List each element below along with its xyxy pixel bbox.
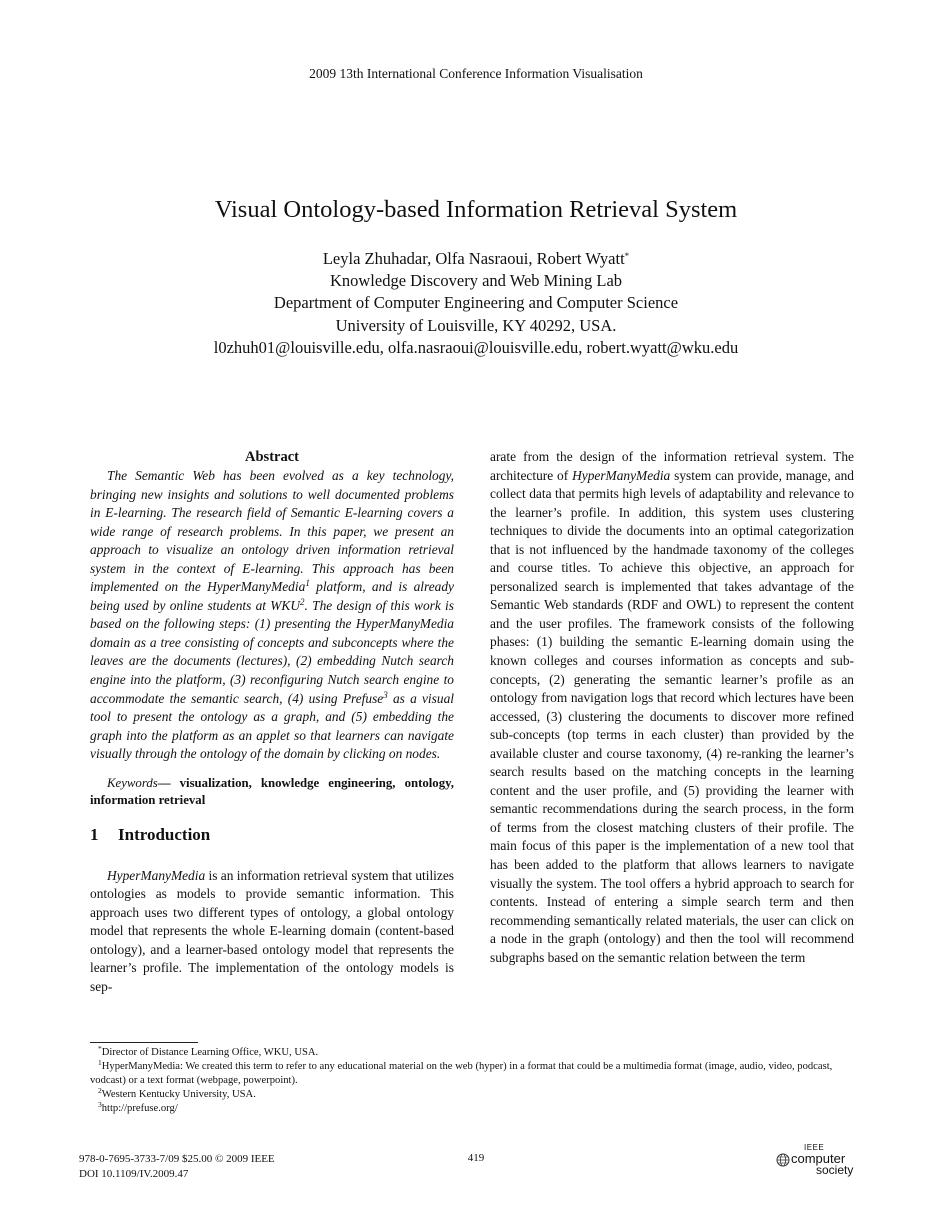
- author-lab: Knowledge Discovery and Web Mining Lab: [329, 271, 623, 291]
- keywords-text: visualization, knowledge engineering, ontology, information retrieval: [90, 775, 455, 807]
- author-footnote-mark: *: [624, 251, 630, 261]
- section-heading-introduction: 1 Introduction: [90, 824, 211, 844]
- introduction-text: HyperManyMedia is an information retrieval system that utilizes ontologies as models to provide semantic information. This approach uses two different types of ontology, a global ontology model that represents the whole E-learning domain (content-based ontology), and a learner-based ontology model that represents the learner’s profile. The implementation of the ontology models is sep-: [90, 867, 454, 995]
- doi-line: DOI 10.1109/IV.2009.47: [79, 1168, 189, 1180]
- ieee-computer-society-logo-icon: [776, 1144, 866, 1180]
- left-column: [90, 448, 454, 997]
- author-names: [0, 248, 952, 270]
- logo-ieee-text: IEEE: [804, 1143, 825, 1152]
- footnote-ref-3: 3: [383, 689, 388, 700]
- right-column: [490, 448, 854, 967]
- author-department: Department of Computer Engineering and Computer Science: [273, 293, 679, 313]
- logo-computer-text: computer: [791, 1151, 846, 1166]
- footnotes: [90, 1046, 856, 1116]
- footnote: $^2$Western Kentucky University, USA.: [98, 1086, 256, 1100]
- footnote: $^1$HyperManyMedia: We created this term to refer to any educational material on the web (hyper) in a format that could be a multimedia format (image, audio, video, podcast, vodcast) or a text format (webpage, powerpoint).: [90, 1058, 833, 1086]
- footnote-ref-1: 1: [305, 578, 310, 589]
- abstract-text: The Semantic Web has been evolved as a key technology, bringing new insights and solutions to well documented problems in E-learning. The research field of Semantic E-learning covers a wide range of research problems. In this paper, we present an approach to visualize an ontology driven information retrieval system in the context of E-learning. This approach has been implemented on the HyperManyMedia$^1$ platform, and is already being used by online students at WKU$^2$. The design of this work is based on the following steps: (1) presenting the HyperManyMedia domain as a tree consisting of concepts and subconcepts where the leaves are the documents (lectures), (2) embedding Nutch search engine into the platform, (3) reconfiguring Nutch search engine to accommodate the semantic search, (4) using Prefuse$^3$ as a visual tool to present the ontology as a graph, and (5) embedding the graph into the platform as an applet so that learners can navigate visually through the ontology of the domain by clicking on nodes.: [90, 468, 455, 762]
- abstract-heading: Abstract: [245, 449, 299, 465]
- paper-title: Visual Ontology-based Information Retrieval System: [214, 196, 738, 223]
- author-names-text: Leyla Zhuhadar, Olfa Nasraoui, Robert Wyatt: [322, 249, 625, 268]
- conference-header: 2009 13th International Conference Information Visualisation: [309, 66, 643, 81]
- footnote-ref-2: 2: [300, 596, 305, 607]
- logo-society-text: society: [816, 1163, 854, 1177]
- globe-icon: [776, 1153, 790, 1167]
- footnote: $^3$http://prefuse.org/: [98, 1100, 178, 1114]
- footnote: *Director of Distance Learning Office, WKU, USA.: [98, 1044, 319, 1058]
- author-emails: l0zhuh01@louisville.edu, olfa.nasraoui@louisville.edu, robert.wyatt@wku.edu: [213, 337, 739, 357]
- isbn-line: 978-0-7695-3733-7/09 $25.00 © 2009 IEEE: [79, 1153, 275, 1165]
- author-block: [0, 248, 952, 359]
- right-column-text: arate from the design of the information retrieval system. The architecture of HyperManyMedia system can provide, manage, and collect data that permits high levels of adaptability and relevance to the learner’s profile. In addition, this system uses clustering techniques to divide the documents into an optimal categorization that is not influenced by the handmade taxonomy of the colleges and course titles. To achieve this objective, an approach for personalized search is implemented that takes advantage of the Semantic Web standards (RDF and OWL) to represent the content and the user profiles. The framework consists of the following phases: (1) building the semantic E-learning domain using the known colleges and courses information as concepts and sub-concepts, (2) generating the semantic learner’s profile as an ontology from navigation logs that record which lectures have been accessed, (3) clustering the documents to discover more refined sub-concepts (top terms in each cluster) than provided by the available cluster and course taxonomy, (4) re-ranking the learner’s search results based on the matching concepts in the learning content and the user profile, and (5) providing the learner with semantic recommendations during the search process, in the form of terms from the closest matching clusters of their profile. The main focus of this paper is the implementation of a new tool that has been added to the platform that allows learners to navigate visually the system. The tool offers a hybrid approach to search for contents. Instead of entering a simple search term and then recommending semantically related materials, the user can click on a node in the graph (ontology) and then the tool will recommend subgraphs based on the semantic relation between the term: [490, 449, 854, 965]
- keywords-label: Keywords: [107, 775, 158, 790]
- keywords: Keywords— visualization, knowledge engineering, ontology, information retrieval: [90, 775, 455, 807]
- footnote-divider: [90, 1042, 198, 1043]
- author-university: University of Louisville, KY 40292, USA.: [335, 315, 617, 335]
- page-number: 419: [467, 1152, 485, 1164]
